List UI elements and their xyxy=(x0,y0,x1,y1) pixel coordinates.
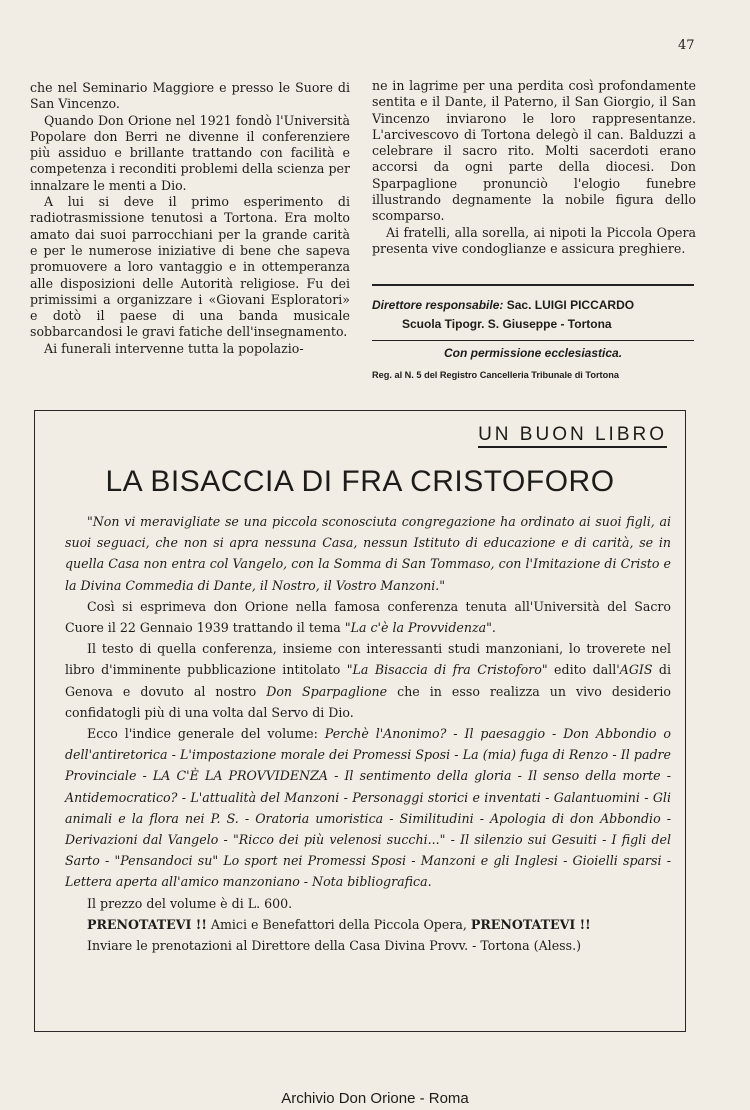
text: PRENOTATEVI !! xyxy=(87,916,207,932)
ad-paragraph xyxy=(65,638,671,723)
ad-quote: "Non vi meravigliate se una piccola sconosciuta congregazione ha ordinato ai suoi figli, ai suoi seguaci, che non si apra nessuna Casa, nessun Istituto di educazione e di carità, se in quella Casa non entra col Vangelo, con la Somma di San Tommaso, con l'Imitazione di Cristo e la Divina Commedia di Dante, il Nostro, il Vostro Manzoni." xyxy=(65,514,671,593)
text: PRENOTATEVI !! xyxy=(470,916,591,932)
ad-title: LA BISACCIA DI FRA CRISTOFORO xyxy=(105,465,615,498)
text: di Genova e dovuto al nostro xyxy=(65,662,672,699)
director-name: Sac. LUIGI PICCARDO xyxy=(506,298,635,312)
ad-kicker: UN BUON LIBRO xyxy=(478,425,667,448)
text: Così si esprimeva don Orione nella famosa conferenza tenuta all'Università del Sacro Cuore il 22 Gennaio 1939 trattando il tema xyxy=(65,598,671,636)
text: Il testo di quella conferenza, insieme con interessanti studi manzoniani, lo troverete nel libro d'imminente pubblicazione intitolato xyxy=(65,641,671,678)
ad-instructions: Inviare le prenotazioni al Direttore della Casa Divina Provv. - Tortona (Aless.) xyxy=(87,938,581,954)
text: Amici e Benefattori della Piccola Opera, xyxy=(206,916,471,932)
imprint-director xyxy=(372,296,694,334)
ad-paragraph xyxy=(65,596,671,638)
book-index: Perchè l'Anonimo? - Il paesaggio - Don Abbondio o dell'antiretorica - L'impostazione morale dei Promessi Sposi - La (mia) fuga di Renzo - Il padre Provinciale - LA C'È LA PROVVIDENZA - Il sentimento della gloria - Il senso della morte - Antidemocratico? - L'attualità del Manzoni - Personaggi storici e inventati - Galantuomini - Gli animali e la flora nei P. S. - Oratoria umoristica - Similitudini - Apologia di don Abbondio - Derivazioni dal Vangelo - "Ricco dei più velenosi succhi..." - Il silenzio sui Gesuiti - I figli del Sarto - "Pensandoci su" Lo sport nei Promessi Sposi - Manzoni e gli Inglesi - Gioielli sparsi - Lettera aperta all'amico manzoniano - Nota bibliografica. xyxy=(65,726,671,890)
ad-price: Il prezzo del volume è di L. 600. xyxy=(87,895,293,911)
ad-call-to-action xyxy=(65,914,671,935)
paragraph: A lui si deve il primo esperimento di radiotrasmissione tenutosi a Tortona. Era molto amato dai suoi parrocchiani per la grande carità e per le numerose iniziative di bene che sapeva promuovere a loro vantaggio e in ottemperanza alle disposizioni delle Autorità religiose. Fu dei primissimi a organizzare i «Giovani Esploratori» e dotò il paese di una banda musicale sobbarcandosi le gravi fatiche dell'insegnamento. xyxy=(30,194,350,340)
author: Don Sparpaglione xyxy=(266,683,388,699)
conference-theme: "La c'è la Provvidenza" xyxy=(344,620,492,636)
publisher: AGIS xyxy=(619,662,653,678)
ad-paragraph xyxy=(65,723,671,893)
paragraph: ne in lagrime per una perdita così profondamente sentita e il Dante, il Paterno, il San Giorgio, il San Vincenzo inviarono le loro rappresentanze. L'arcivescovo di Tortona delegò il can. Balduzzi a celebrare il sacro rito. Molti sacerdoti erano accorsi da ogni parte della diocesi. Don Sparpaglione pronunciò l'elogio funebre illustrando degnamente la nobile figura dello scomparso. xyxy=(372,78,696,224)
paragraph: Ai funerali intervenne tutta la popolazio- xyxy=(44,340,304,356)
archive-footer: Archivio Don Orione - Roma xyxy=(281,1090,469,1107)
paragraph: Ai fratelli, alla sorella, ai nipoti la Piccola Opera presenta vive condoglianze e assicura preghiere. xyxy=(372,224,696,256)
divider xyxy=(372,284,694,286)
book-advertisement-box xyxy=(34,410,686,1032)
divider xyxy=(372,340,694,341)
text: . xyxy=(491,620,496,636)
director-label: Direttore responsabile: xyxy=(372,298,504,312)
text: Ecco l'indice generale del volume: xyxy=(87,726,325,742)
paragraph: Quando Don Orione nel 1921 fondò l'Università Popolare don Berri ne divenne il conferenziere più assiduo e brillante trattando con facilità e competenza i reconditi problemi della scienza per innalzare le menti a Dio. xyxy=(30,112,350,193)
article-right-column xyxy=(372,78,696,257)
book-title: "La Bisaccia di fra Cristoforo" xyxy=(346,662,548,678)
paragraph: che nel Seminario Maggiore e presso le Suore di San Vincenzo. xyxy=(30,80,350,112)
ad-body xyxy=(65,511,671,956)
ecclesiastical-permission: Con permissione ecclesiastica. xyxy=(443,346,623,360)
text: che in esso realizza un vivo desiderio confidatogli più di una volta dal Servo di Dio. xyxy=(65,683,671,720)
printer: Scuola Tipogr. S. Giuseppe - Tortona xyxy=(402,317,612,331)
text: edito dall' xyxy=(547,662,620,678)
article-left-column xyxy=(30,80,350,357)
registry-note: Reg. al N. 5 del Registro Cancelleria Tribunale di Tortona xyxy=(372,370,619,380)
page-number: 47 xyxy=(678,38,695,53)
